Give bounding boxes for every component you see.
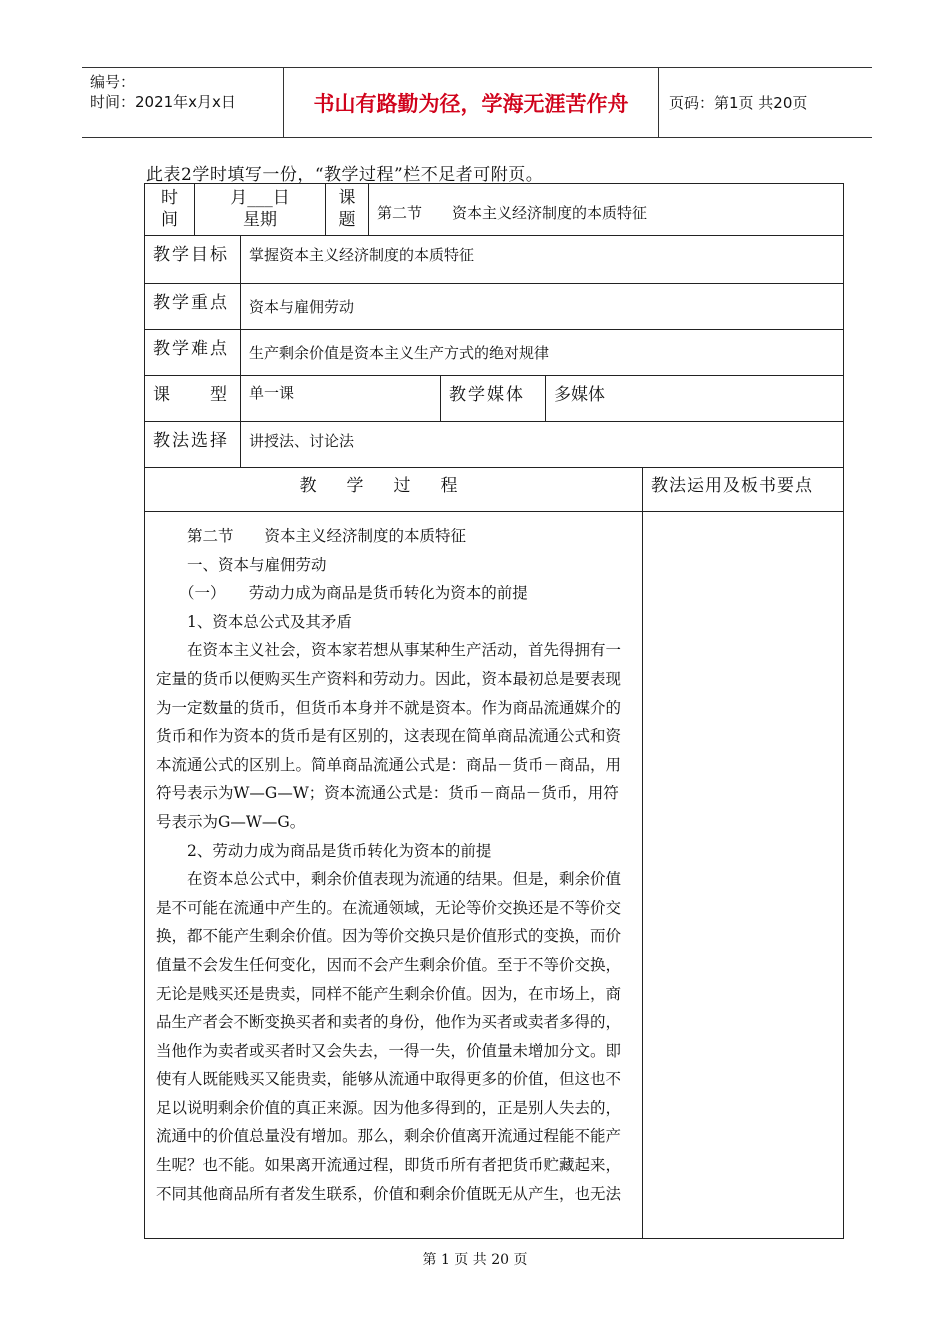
paragraph-1: 在资本主义社会，资本家若想从事某种生产活动，首先得拥有一定量的货币以便购买生产资料和劳动力。因此，资本最初总是要表现为一定数量的货币，但货币本身并不就是资本。作为商品流通媒介的货币和作为资本的货币是有区别的，这表现在简单商品流通公式和资本流通公式的区别上。简单商品流通公式是：商品－货币－商品，用符号表示为W—G—W；资本流通公式是：货币－商品－货币，用符号表示为G—W—G。	[156, 641, 622, 831]
media-label: 教学媒体	[441, 376, 546, 421]
date-month: 月___日	[230, 188, 290, 208]
row-time-topic	[145, 184, 843, 236]
document-header	[82, 67, 872, 138]
heading-1: 一、资本与雇佣劳动	[187, 555, 327, 574]
key-label: 教学重点	[145, 284, 241, 329]
time-label-line1: 时	[161, 188, 178, 208]
heading-1-1-1: 1、资本总公式及其矛盾	[187, 612, 352, 631]
table-note: 此表2学时填写一份，“教学过程”栏不足者可附页。	[146, 165, 544, 185]
heading-1-1: （一） 劳动力成为商品是货币转化为资本的前提	[179, 584, 528, 603]
row-difficulty	[145, 330, 843, 376]
topic-label-cell	[326, 184, 369, 235]
type-value: 单一课	[241, 376, 441, 421]
side-heading: 教法运用及板书要点	[651, 476, 813, 496]
section-title: 第二节 资本主义经济制度的本质特征	[187, 527, 467, 545]
board-notes-column	[643, 512, 843, 1238]
row-process-content	[145, 512, 843, 1238]
type-label: 课 型	[145, 376, 241, 421]
row-method	[145, 422, 843, 468]
row-type-media	[145, 376, 843, 422]
page-footer: 第 1 页 共 20 页	[422, 1252, 528, 1268]
difficulty-label: 教学难点	[145, 330, 241, 375]
row-process-heading	[145, 468, 843, 512]
date-week: 星期	[243, 210, 277, 230]
date-cell	[195, 184, 326, 235]
code-label: 编号：	[90, 73, 136, 91]
topic-label-line1: 课	[338, 188, 356, 208]
process-heading: 教学过程	[145, 468, 643, 511]
media-value: 多媒体	[554, 385, 605, 405]
process-content	[145, 512, 643, 1238]
header-page-info: 页码：第1页 共20页	[669, 94, 808, 112]
lesson-plan-table	[144, 183, 844, 1239]
topic-label-line2: 题	[338, 210, 356, 230]
header-meta	[82, 68, 284, 137]
paragraph-2: 在资本总公式中，剩余价值表现为流通的结果。但是，剩余价值是不可能在流通中产生的。在流通领域，无论等价交换还是不等价交换，都不能产生剩余价值。因为等价交换只是价值形式的变换，而价值量不会发生任何变化，因而不会产生剩余价值。至于不等价交换，无论是贱买还是贵卖，同样不能产生剩余价值。因为，在市场上，商品生产者会不断变换买者和卖者的身份，他作为买者或卖者多得的，当他作为卖者或买者时又会失去，一得一失，价值量未增加分文。即使有人既能贱买又能贵卖，能够从流通中取得更多的价值，但这也不足以说明剩余价值的真正来源。因为他多得到的，正是别人失去的，流通中的价值总量没有增加。那么，剩余价值离开流通过程能不能产生呢？也不能。如果离开流通过程，即货币所有者把货币贮藏起来，不同其他商品所有者发生联系，价值和剩余价值既无从产生，也无法	[156, 870, 622, 1203]
goal-label: 教学目标	[145, 236, 241, 283]
method-value: 讲授法、讨论法	[249, 432, 355, 450]
row-key-point	[145, 284, 843, 330]
key-value: 资本与雇佣劳动	[249, 298, 355, 316]
time-label-line2: 间	[161, 210, 178, 230]
row-goal	[145, 236, 843, 284]
difficulty-value: 生产剩余价值是资本主义生产方式的绝对规律	[249, 344, 550, 362]
goal-value: 掌握资本主义经济制度的本质特征	[249, 246, 475, 264]
method-label: 教法选择	[145, 422, 241, 467]
header-motto: 书山有路勤为径，学海无涯苦作舟	[284, 68, 659, 137]
topic-value: 第二节 资本主义经济制度的本质特征	[377, 204, 648, 222]
time-label: 时间：2021年x月x日	[90, 93, 236, 111]
time-label-cell	[145, 184, 195, 235]
heading-1-1-2: 2、劳动力成为商品是货币转化为资本的前提	[187, 841, 492, 860]
